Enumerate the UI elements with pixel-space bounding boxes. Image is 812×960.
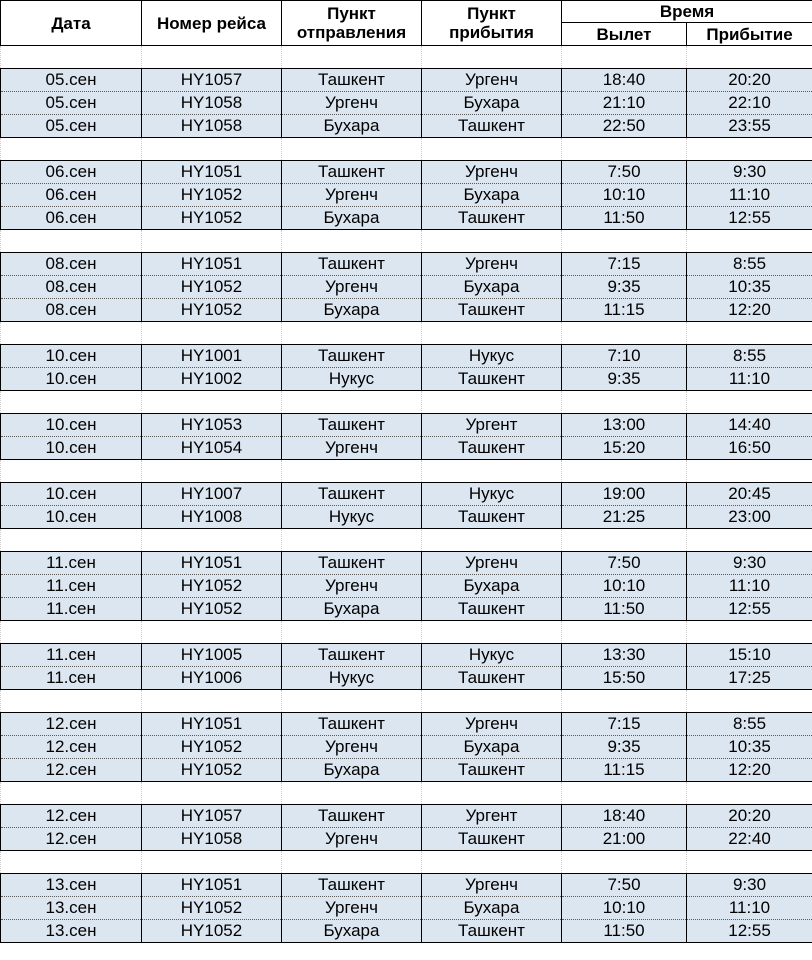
cell-arrival-time: 11:10 [687, 368, 812, 391]
header-departure-point-line1: Пункт [327, 4, 376, 23]
cell-departure-point: Ургенч [282, 276, 422, 299]
cell-arrival-time: 23:55 [687, 115, 812, 138]
separator-cell [687, 621, 812, 644]
table-row [1, 483, 812, 506]
separator-row [1, 391, 812, 414]
cell-flight-number: HY1051 [142, 161, 282, 184]
cell-flight-number: HY1006 [142, 667, 282, 690]
header-departure-time: Вылет [562, 23, 687, 46]
table-header [1, 1, 812, 46]
cell-arrival-time: 20:45 [687, 483, 812, 506]
separator-cell [562, 322, 687, 345]
cell-flight-number: HY1057 [142, 69, 282, 92]
table-row [1, 276, 812, 299]
cell-date: 06.сен [1, 207, 142, 230]
cell-flight-number: HY1052 [142, 598, 282, 621]
cell-arrival-point: Ургент [422, 414, 562, 437]
separator-cell [1, 621, 142, 644]
cell-date: 10.сен [1, 368, 142, 391]
cell-departure-time: 18:40 [562, 805, 687, 828]
table-row [1, 552, 812, 575]
cell-arrival-time: 9:30 [687, 874, 812, 897]
cell-date: 11.сен [1, 644, 142, 667]
separator-cell [422, 621, 562, 644]
separator-cell [687, 782, 812, 805]
cell-arrival-point: Ташкент [422, 828, 562, 851]
cell-flight-number: HY1053 [142, 414, 282, 437]
cell-arrival-point: Ургенч [422, 69, 562, 92]
separator-cell [562, 621, 687, 644]
cell-flight-number: HY1052 [142, 897, 282, 920]
cell-flight-number: HY1008 [142, 506, 282, 529]
cell-departure-time: 22:50 [562, 115, 687, 138]
cell-date: 06.сен [1, 161, 142, 184]
separator-cell [422, 230, 562, 253]
cell-departure-time: 11:15 [562, 299, 687, 322]
table-row [1, 575, 812, 598]
cell-departure-time: 9:35 [562, 276, 687, 299]
cell-arrival-point: Ташкент [422, 759, 562, 782]
separator-cell [142, 391, 282, 414]
header-arrival-point-line2: прибытия [449, 23, 534, 42]
separator-cell [562, 46, 687, 69]
cell-arrival-time: 8:55 [687, 713, 812, 736]
separator-cell [1, 322, 142, 345]
separator-cell [422, 782, 562, 805]
table-row [1, 161, 812, 184]
header-departure-point [282, 1, 422, 46]
table-row [1, 644, 812, 667]
cell-arrival-time: 8:55 [687, 253, 812, 276]
cell-departure-point: Ташкент [282, 483, 422, 506]
cell-arrival-time: 22:10 [687, 92, 812, 115]
cell-flight-number: HY1052 [142, 575, 282, 598]
cell-departure-time: 7:50 [562, 874, 687, 897]
cell-departure-time: 7:10 [562, 345, 687, 368]
cell-departure-point: Ургенч [282, 575, 422, 598]
header-flight-number: Номер рейса [142, 1, 282, 46]
cell-arrival-time: 12:55 [687, 920, 812, 943]
cell-date: 10.сен [1, 483, 142, 506]
cell-departure-time: 10:10 [562, 897, 687, 920]
separator-row [1, 322, 812, 345]
table-row [1, 713, 812, 736]
header-arrival-point [422, 1, 562, 46]
cell-departure-point: Ташкент [282, 552, 422, 575]
cell-departure-point: Ташкент [282, 874, 422, 897]
cell-departure-time: 19:00 [562, 483, 687, 506]
table-row [1, 115, 812, 138]
cell-departure-point: Ташкент [282, 414, 422, 437]
cell-date: 08.сен [1, 299, 142, 322]
header-departure-point-line2: отправления [296, 23, 407, 42]
cell-arrival-point: Ташкент [422, 506, 562, 529]
separator-cell [282, 391, 422, 414]
cell-arrival-point: Ургенч [422, 552, 562, 575]
cell-arrival-point: Бухара [422, 736, 562, 759]
separator-cell [282, 322, 422, 345]
table-row [1, 920, 812, 943]
table-row [1, 253, 812, 276]
cell-flight-number: HY1052 [142, 276, 282, 299]
cell-departure-point: Бухара [282, 299, 422, 322]
separator-row [1, 851, 812, 874]
cell-arrival-point: Ташкент [422, 437, 562, 460]
separator-cell [1, 851, 142, 874]
cell-arrival-point: Ташкент [422, 368, 562, 391]
table-body [1, 46, 812, 943]
cell-flight-number: HY1005 [142, 644, 282, 667]
cell-arrival-point: Нукус [422, 483, 562, 506]
cell-flight-number: HY1052 [142, 736, 282, 759]
separator-cell [282, 529, 422, 552]
cell-departure-time: 10:10 [562, 575, 687, 598]
separator-cell [142, 460, 282, 483]
cell-departure-time: 10:10 [562, 184, 687, 207]
cell-arrival-time: 11:10 [687, 897, 812, 920]
cell-departure-time: 11:15 [562, 759, 687, 782]
cell-date: 06.сен [1, 184, 142, 207]
cell-flight-number: HY1052 [142, 299, 282, 322]
separator-cell [422, 690, 562, 713]
cell-flight-number: HY1058 [142, 828, 282, 851]
cell-departure-time: 21:00 [562, 828, 687, 851]
cell-arrival-point: Бухара [422, 897, 562, 920]
cell-departure-time: 9:35 [562, 368, 687, 391]
cell-departure-time: 7:50 [562, 552, 687, 575]
table-row [1, 437, 812, 460]
cell-arrival-time: 23:00 [687, 506, 812, 529]
cell-date: 12.сен [1, 713, 142, 736]
separator-cell [687, 230, 812, 253]
separator-cell [562, 529, 687, 552]
separator-cell [687, 460, 812, 483]
cell-departure-time: 11:50 [562, 598, 687, 621]
separator-cell [562, 690, 687, 713]
cell-date: 10.сен [1, 345, 142, 368]
separator-cell [282, 782, 422, 805]
separator-cell [142, 46, 282, 69]
cell-arrival-point: Ташкент [422, 115, 562, 138]
cell-departure-point: Нукус [282, 506, 422, 529]
cell-departure-point: Нукус [282, 368, 422, 391]
separator-cell [142, 851, 282, 874]
cell-arrival-time: 20:20 [687, 805, 812, 828]
separator-cell [142, 322, 282, 345]
cell-departure-time: 7:50 [562, 161, 687, 184]
cell-arrival-time: 17:25 [687, 667, 812, 690]
separator-cell [142, 690, 282, 713]
table-row [1, 184, 812, 207]
cell-arrival-time: 20:20 [687, 69, 812, 92]
cell-date: 13.сен [1, 874, 142, 897]
separator-cell [562, 851, 687, 874]
cell-departure-point: Нукус [282, 667, 422, 690]
cell-departure-point: Ургенч [282, 828, 422, 851]
cell-arrival-time: 9:30 [687, 161, 812, 184]
cell-arrival-time: 9:30 [687, 552, 812, 575]
separator-cell [1, 460, 142, 483]
separator-cell [687, 46, 812, 69]
separator-cell [687, 529, 812, 552]
cell-date: 12.сен [1, 828, 142, 851]
cell-departure-point: Ташкент [282, 253, 422, 276]
cell-flight-number: HY1052 [142, 759, 282, 782]
cell-departure-time: 15:20 [562, 437, 687, 460]
table-row [1, 414, 812, 437]
separator-cell [1, 690, 142, 713]
separator-cell [282, 690, 422, 713]
cell-flight-number: HY1052 [142, 184, 282, 207]
separator-cell [1, 391, 142, 414]
separator-cell [1, 230, 142, 253]
separator-cell [142, 230, 282, 253]
cell-arrival-time: 8:55 [687, 345, 812, 368]
cell-arrival-point: Ташкент [422, 299, 562, 322]
cell-date: 11.сен [1, 575, 142, 598]
cell-departure-time: 21:25 [562, 506, 687, 529]
cell-date: 12.сен [1, 759, 142, 782]
separator-cell [142, 621, 282, 644]
table-row [1, 736, 812, 759]
cell-arrival-point: Нукус [422, 644, 562, 667]
separator-cell [282, 138, 422, 161]
cell-departure-time: 13:30 [562, 644, 687, 667]
cell-departure-time: 11:50 [562, 920, 687, 943]
separator-cell [1, 782, 142, 805]
cell-arrival-time: 12:20 [687, 759, 812, 782]
separator-cell [282, 46, 422, 69]
cell-departure-point: Ташкент [282, 345, 422, 368]
cell-departure-time: 11:50 [562, 207, 687, 230]
cell-date: 11.сен [1, 552, 142, 575]
cell-arrival-point: Бухара [422, 92, 562, 115]
cell-departure-point: Ташкент [282, 713, 422, 736]
table-row [1, 69, 812, 92]
table-row [1, 897, 812, 920]
table-row [1, 92, 812, 115]
cell-date: 08.сен [1, 276, 142, 299]
cell-departure-point: Ташкент [282, 644, 422, 667]
cell-date: 12.сен [1, 736, 142, 759]
table-row [1, 874, 812, 897]
cell-arrival-point: Ташкент [422, 207, 562, 230]
separator-cell [562, 460, 687, 483]
table-row [1, 828, 812, 851]
cell-arrival-point: Ургенч [422, 713, 562, 736]
cell-flight-number: HY1051 [142, 874, 282, 897]
separator-row [1, 230, 812, 253]
cell-arrival-time: 10:35 [687, 276, 812, 299]
cell-arrival-point: Ургент [422, 805, 562, 828]
cell-departure-point: Ургенч [282, 92, 422, 115]
cell-flight-number: HY1052 [142, 920, 282, 943]
header-time-group: Время [562, 1, 812, 23]
cell-date: 12.сен [1, 805, 142, 828]
cell-departure-point: Ургенч [282, 184, 422, 207]
separator-cell [282, 230, 422, 253]
cell-flight-number: HY1051 [142, 253, 282, 276]
cell-arrival-point: Бухара [422, 276, 562, 299]
cell-arrival-point: Ургенч [422, 874, 562, 897]
table-row [1, 759, 812, 782]
cell-arrival-time: 15:10 [687, 644, 812, 667]
cell-departure-point: Бухара [282, 598, 422, 621]
table-row [1, 667, 812, 690]
cell-date: 05.сен [1, 92, 142, 115]
cell-flight-number: HY1054 [142, 437, 282, 460]
cell-departure-time: 7:15 [562, 253, 687, 276]
cell-departure-point: Бухара [282, 920, 422, 943]
cell-arrival-time: 16:50 [687, 437, 812, 460]
cell-date: 10.сен [1, 414, 142, 437]
cell-flight-number: HY1007 [142, 483, 282, 506]
cell-departure-point: Ташкент [282, 161, 422, 184]
cell-arrival-time: 12:55 [687, 207, 812, 230]
cell-date: 11.сен [1, 667, 142, 690]
cell-date: 11.сен [1, 598, 142, 621]
cell-flight-number: HY1002 [142, 368, 282, 391]
cell-arrival-point: Бухара [422, 575, 562, 598]
cell-flight-number: HY1057 [142, 805, 282, 828]
separator-cell [562, 138, 687, 161]
header-date: Дата [1, 1, 142, 46]
separator-cell [142, 782, 282, 805]
cell-arrival-point: Бухара [422, 184, 562, 207]
cell-arrival-time: 22:40 [687, 828, 812, 851]
cell-departure-point: Ургенч [282, 736, 422, 759]
separator-cell [142, 138, 282, 161]
cell-arrival-time: 10:35 [687, 736, 812, 759]
separator-cell [687, 322, 812, 345]
cell-departure-time: 21:10 [562, 92, 687, 115]
cell-departure-time: 9:35 [562, 736, 687, 759]
cell-departure-time: 7:15 [562, 713, 687, 736]
separator-cell [282, 460, 422, 483]
cell-date: 10.сен [1, 506, 142, 529]
cell-departure-point: Бухара [282, 115, 422, 138]
separator-row [1, 138, 812, 161]
separator-cell [562, 230, 687, 253]
separator-cell [142, 529, 282, 552]
cell-date: 10.сен [1, 437, 142, 460]
separator-row [1, 690, 812, 713]
cell-departure-point: Ургенч [282, 437, 422, 460]
cell-departure-point: Ташкент [282, 805, 422, 828]
table-row [1, 299, 812, 322]
cell-departure-time: 15:50 [562, 667, 687, 690]
separator-row [1, 621, 812, 644]
cell-departure-point: Бухара [282, 207, 422, 230]
separator-cell [687, 851, 812, 874]
separator-row [1, 460, 812, 483]
cell-date: 05.сен [1, 69, 142, 92]
separator-cell [422, 46, 562, 69]
cell-arrival-time: 11:10 [687, 575, 812, 598]
header-arrival-point-line1: Пункт [467, 4, 516, 23]
separator-row [1, 529, 812, 552]
cell-arrival-time: 12:20 [687, 299, 812, 322]
separator-cell [687, 690, 812, 713]
cell-date: 13.сен [1, 920, 142, 943]
separator-cell [1, 46, 142, 69]
separator-row [1, 46, 812, 69]
cell-arrival-point: Ургенч [422, 161, 562, 184]
cell-departure-point: Бухара [282, 759, 422, 782]
cell-date: 13.сен [1, 897, 142, 920]
header-arrival-time: Прибытие [687, 23, 812, 46]
cell-arrival-point: Ташкент [422, 598, 562, 621]
separator-cell [422, 391, 562, 414]
table-row [1, 805, 812, 828]
separator-cell [1, 138, 142, 161]
table-row [1, 368, 812, 391]
separator-cell [687, 138, 812, 161]
separator-cell [422, 460, 562, 483]
cell-arrival-time: 12:55 [687, 598, 812, 621]
cell-departure-time: 18:40 [562, 69, 687, 92]
cell-flight-number: HY1051 [142, 713, 282, 736]
cell-arrival-time: 11:10 [687, 184, 812, 207]
separator-cell [282, 621, 422, 644]
cell-date: 08.сен [1, 253, 142, 276]
separator-cell [422, 851, 562, 874]
cell-date: 05.сен [1, 115, 142, 138]
separator-cell [422, 322, 562, 345]
cell-flight-number: HY1052 [142, 207, 282, 230]
separator-cell [422, 529, 562, 552]
cell-departure-point: Ургенч [282, 897, 422, 920]
cell-flight-number: HY1058 [142, 92, 282, 115]
separator-cell [422, 138, 562, 161]
separator-cell [562, 391, 687, 414]
cell-arrival-point: Нукус [422, 345, 562, 368]
cell-flight-number: HY1058 [142, 115, 282, 138]
table-row [1, 345, 812, 368]
separator-row [1, 782, 812, 805]
cell-flight-number: HY1051 [142, 552, 282, 575]
separator-cell [687, 391, 812, 414]
cell-arrival-point: Ташкент [422, 667, 562, 690]
table-row [1, 598, 812, 621]
cell-arrival-point: Ташкент [422, 920, 562, 943]
cell-departure-point: Ташкент [282, 69, 422, 92]
table-row [1, 207, 812, 230]
cell-arrival-point: Ургенч [422, 253, 562, 276]
separator-cell [1, 529, 142, 552]
table-row [1, 506, 812, 529]
separator-cell [562, 782, 687, 805]
cell-flight-number: HY1001 [142, 345, 282, 368]
separator-cell [282, 851, 422, 874]
cell-departure-time: 13:00 [562, 414, 687, 437]
cell-arrival-time: 14:40 [687, 414, 812, 437]
